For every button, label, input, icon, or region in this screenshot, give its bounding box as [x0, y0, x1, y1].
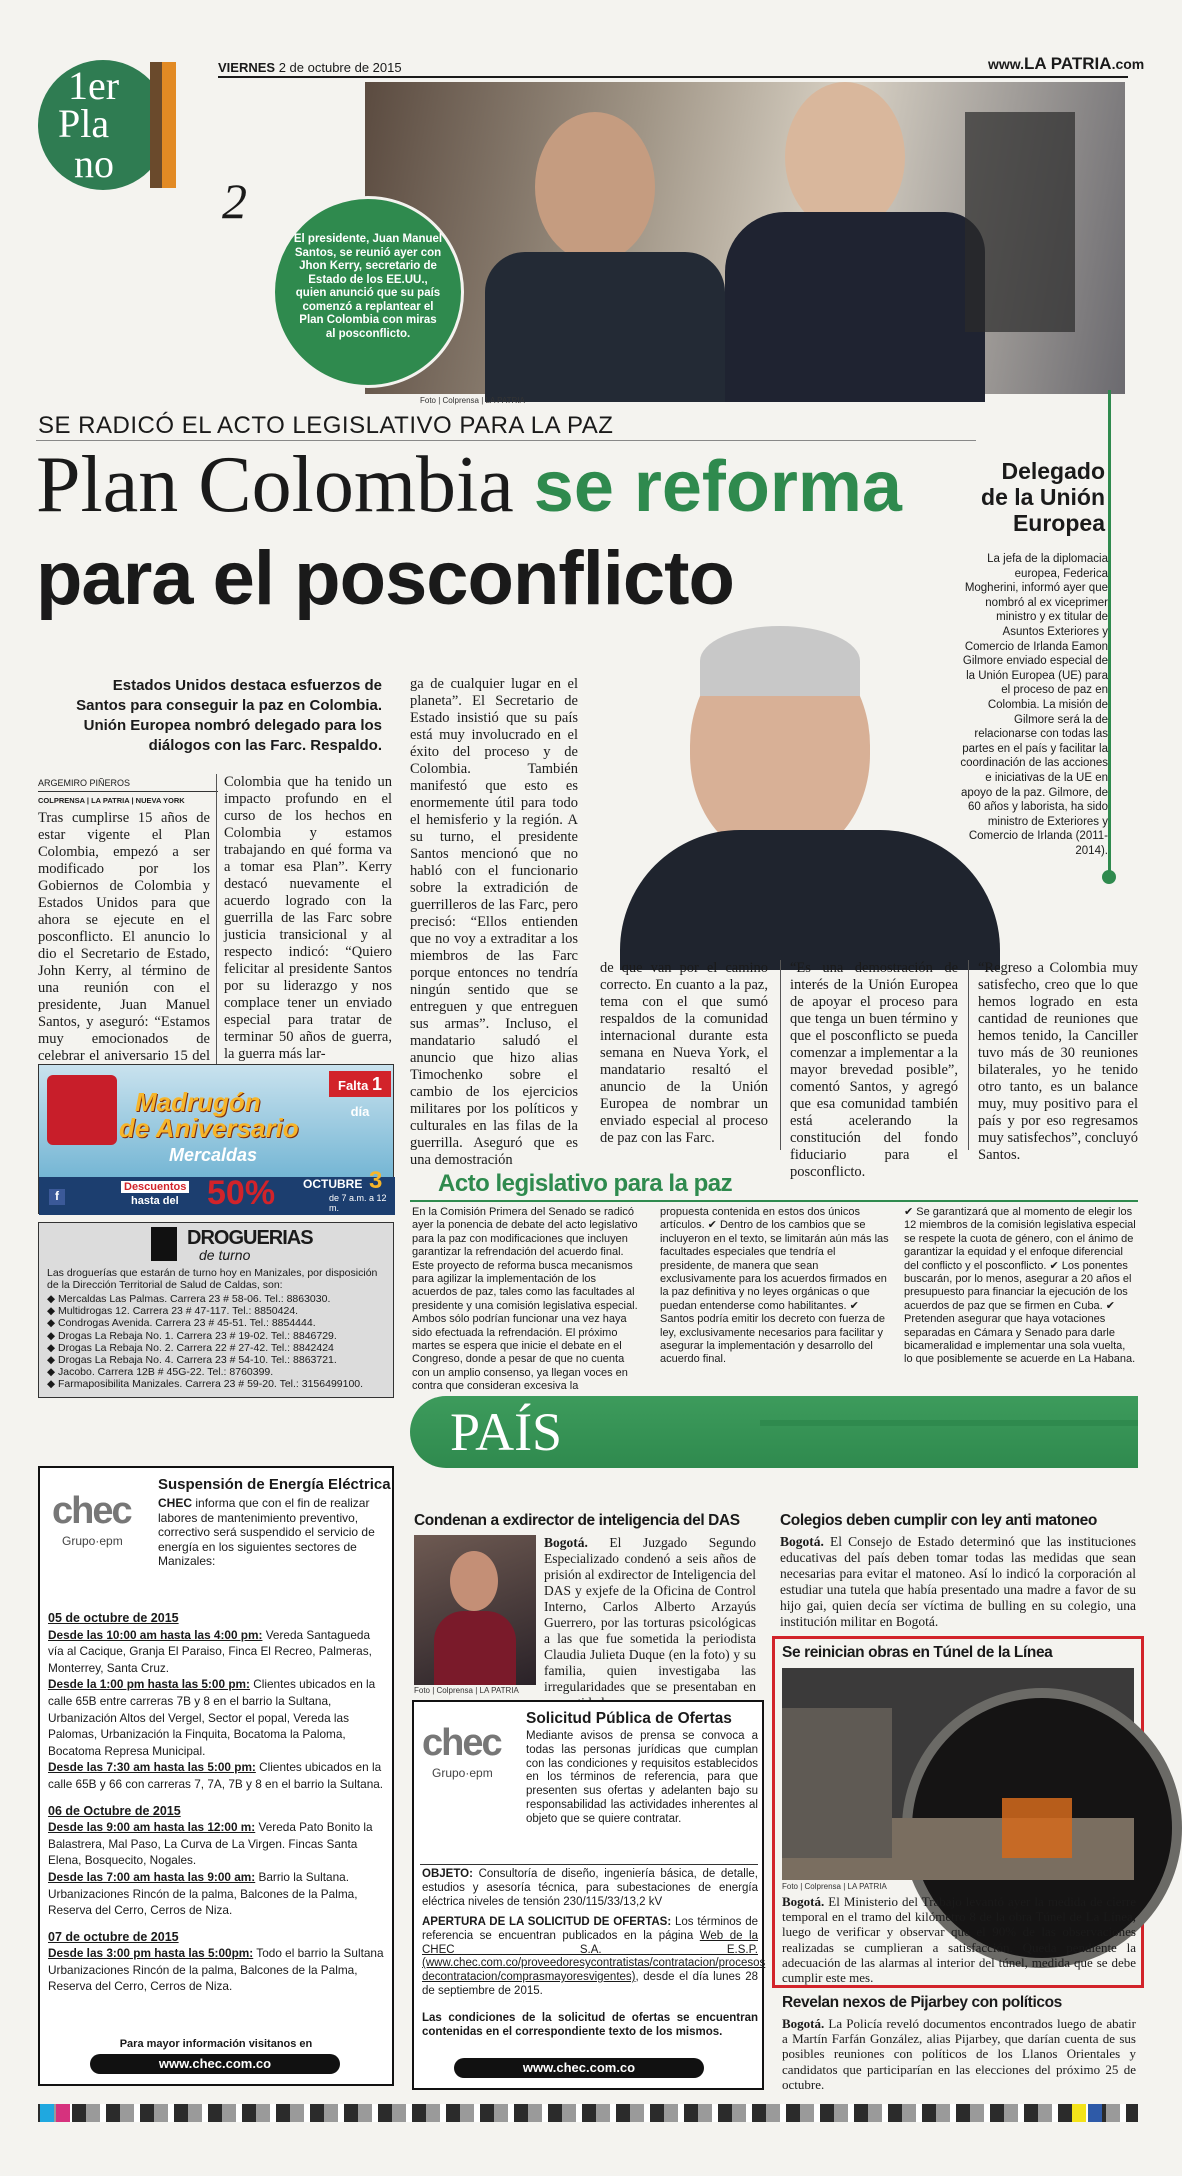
dateline — [218, 60, 402, 75]
schedule-time: Desde las 7:00 am hasta las 9:00 am: — [48, 1869, 256, 1884]
mercaldas-ad — [38, 1064, 394, 1214]
schedule-time: Desde las 3:00 pm hasta las 5:00pm: — [48, 1946, 254, 1961]
droguerias-box — [38, 1222, 394, 1398]
droguerias-subtitle: de turno — [199, 1247, 251, 1263]
byline: ARGEMIRO PIÑEROS — [38, 778, 131, 788]
ad-title-2: de Aniversario — [119, 1113, 299, 1143]
schedule-slot — [48, 1676, 384, 1759]
schedule-text: Clientes ubicados en la calle 65B y 66 con carreras 7, 7A, 7B y 8 en el barrio la Sultana. — [48, 1760, 384, 1791]
site-prefix: www. — [988, 56, 1025, 72]
ad-falta: Falta — [338, 1078, 369, 1093]
apertura-label: APERTURA DE LA SOLICITUD DE OFERTAS: — [422, 1916, 672, 1928]
apertura-text: Los términos de referencia se encuentran publicados en la página — [422, 1916, 759, 1942]
summary: Estados Unidos destaca esfuerzos de Santos para conseguir la paz en Colombia. Unión Europea nombró delegado para los diálogos con las Farc. Respaldo. — [76, 677, 382, 754]
droguerias-list — [47, 1293, 387, 1391]
tunel-photo — [782, 1668, 1134, 1880]
tunel-body: El Ministerio del Trabajo levantó ayer la medida de cierre temporal en el tramo del kilómetro 8 de la obra Túnel de La Línea, luego de verificar y observar que el 90% de las observaciones realizadas se cumplieran a satisfacción. Queda pendiente la adecuación de las alarmas al interior del túnel, medida que se debe cumplir este mes. — [782, 1894, 1136, 1986]
section-logo — [38, 60, 183, 190]
headline-vertical-rule — [1108, 390, 1111, 875]
headline-green: se reforma — [533, 447, 902, 527]
objeto-text: Consultoría de diseño, ingeniería básica, de detalle, estudios y asesoría técnica, para subestaciones de energía eléctrica niveles de tensión 230/115/33/13,2 kV — [422, 1868, 758, 1908]
chec-ofertas-objeto — [422, 1868, 758, 1909]
tunel-photo-credit: Foto | Colprensa | LA PATRIA — [782, 1882, 887, 1891]
das-photo-credit: Foto | Colprensa | LA PATRIA — [414, 1686, 519, 1695]
chec-footer-url[interactable]: www.chec.com.co — [90, 2054, 340, 2074]
caption-bubble-text: El presidente, Juan Manuel Santos, se reunió ayer con Jhon Kerry, secretario de Estado de los EE.UU., quien anunció que su país comenzó a replantear el Plan Colombia con miras al posconflicto. — [293, 233, 443, 340]
pijarbey-lead: Bogotá. — [782, 2016, 825, 2031]
headline-black: Plan Colombia — [36, 441, 534, 529]
tunel-lead: Bogotá. — [782, 1894, 825, 1909]
kicker: SE RADICÓ EL ACTO LEGISLATIVO PARA LA PAZ — [38, 412, 614, 439]
apertura-end: , desde el día lunes 28 de septiembre de 2015. — [422, 1971, 758, 1997]
pharmacy-item: ◆ Drogas La Rebaja No. 2. Carrera 22 # 27-42. Tel.: 8842424 — [47, 1341, 334, 1354]
acto-col-1: En la Comisión Primera del Senado se radicó ayer la ponencia de debate del acto legislativo para la paz con modificaciones que incluyen garantizar la refrendación del acuerdo final. Este proyecto de reforma busca mecanismos para agilizar la implementación de los acuerdos de paz, tales como las facultades al presidente y una comisión legislativa especial. Ambos sólo podrían funcionar una vez haya sido efectuada la refrendación. El próximo martes se espera que inicie el debate en el Congreso, donde a pesar de que no cuenta con un amplio consenso, ya llegan voces en contra que consideran excesiva la — [412, 1206, 638, 1393]
tunel-text — [782, 1894, 1136, 1986]
byline-sub: COLPRENSA | LA PATRIA | NUEVA YORK — [38, 796, 185, 805]
ad-hours: de 7 a.m. a 12 m. — [329, 1193, 387, 1213]
objeto-label: OBJETO: — [422, 1868, 473, 1880]
droguerias-intro: Las droguerías que estarán de turno hoy en Manizales, por disposición de la Dirección Territorial de Salud de Caldas, son: — [47, 1267, 378, 1291]
chec-suspension-intro — [158, 1496, 386, 1569]
schedule-slot — [48, 1945, 384, 1995]
pharmacy-item: ◆ Drogas La Rebaja No. 1. Carrera 23 # 19-02. Tel.: 8846729. — [47, 1329, 337, 1342]
chec-intro-bold: CHEC — [158, 1496, 193, 1510]
masthead-rule — [218, 76, 1128, 78]
acto-title: Acto legislativo para la paz — [438, 1170, 733, 1197]
body-col-1: Tras cumplirse 15 años de estar vigente el Plan Colombia, empezó a ser modificado por los Gobiernos de Colombia y Estados Unidos para que ahora se ejecute en el posconflicto. El anuncio lo dio el Secretario de Estado, John Kerry, al término de una reunión con el presidente, Juan Manuel Santos, y aseguró: “Estamos muy emocionados de celebrar el aniversario 15 del — [38, 810, 210, 1064]
das-body: El Juzgado Segundo Especializado condenó a seis años de prisión al exdirector de Inteligencia del DAS y exjefe de la Oficina de Control Interno, Carlos Alberto Arzayús Guerrero, por las torturas psicológicas a las que fue sometida la periodista Claudia Julieta Duque (en la foto) y su familia, quien investigaba las irregularidades que se presentaban en — [544, 1535, 756, 1694]
print-color-bar — [38, 2104, 1138, 2122]
chec-ofertas-intro: Mediante avisos de prensa se convoca a todas las personas jurídicas que cumplan con las condiciones y requisitos establecidos en los términos de referencia, para que presenten sus ofertas y adelanten bajo su responsabilidad las actividades inherentes al objeto que se quiere contratar. — [526, 1730, 758, 1825]
body-col-6: “Regreso a Colombia muy satisfecho, creo que lo que hemos logrado en esta cantidad de reuniones que hemos tenido, la Canciller tuvo más de 30 reuniones bilaterales, yo he tenido otro tanto, es un balance muy, muy positivo para el país y por eso regresamos muy satisfechos”, concluyó Santos. — [978, 960, 1138, 1163]
sidebar-text: La jefa de la diplomacia europea, Federica Mogherini, informó ayer que nombró al ex viceprimer ministro y ex titular de Asuntos Exteriores y Comercio de Irlanda Eamon Gilmore enviado especial de la Unión Europea (UE) para el proceso de paz en Colombia. La misión de Gilmore será la de relacionarse con todas las partes en el país y facilitar la coordinación de las acciones e iniciativas de la UE en apoyo de la paz. Gilmore, de 60 años y laborista, ha sido ministro de Exteriores y Comercio de Irlanda (2011-2014). — [960, 553, 1108, 857]
ad-promo-1: Descuentos — [121, 1181, 189, 1193]
date-text: 2 de octubre de 2015 — [278, 60, 402, 75]
site-suffix: .com — [1111, 56, 1145, 72]
site-url — [988, 54, 1144, 74]
rule-dot — [1102, 870, 1116, 884]
acto-col-3: ✔ Se garantizará que al momento de elegir los 12 miembros de la comisión legislativa especial se respete la cuota de género, con el ánimo de garantizar la equidad y el enfoque diferencial del conflicto y el posconflicto. ✔ Los ponentes buscarán, por lo menos, asegurar a 20 años el presupuesto para financiar la ejecución de los acuerdos de paz que se firmen en Cuba. ✔ Pretenden asegurar que haya votaciones separadas en Cámara y Senado para darle bicameralidad e implementar una sola vuelta, lo que posiblemente se acuerde en La Habana. — [904, 1206, 1136, 1366]
chec-ofertas-conditions: Las condiciones de la solicitud de ofertas se encuentran contenidas en el correspondiente texto de los mismos. — [422, 2012, 758, 2038]
schedule-time: Desde las 7:30 am hasta las 5:00 pm: — [48, 1760, 256, 1775]
chec-group: Grupo·epm — [62, 1534, 123, 1548]
schedule-time: Desde la 1:00 pm hasta las 5:00 pm: — [48, 1677, 250, 1692]
chec-ofertas-apertura — [422, 1916, 766, 1999]
top-photo-credit: Foto | Colprensa | LA PATRIA — [420, 396, 525, 405]
pais-banner-text: PAÍS — [450, 1402, 563, 1462]
date-day: VIERNES — [218, 60, 276, 75]
schedule-slot — [48, 1819, 384, 1869]
das-title: Condenan a exdirector de inteligencia del DAS — [414, 1512, 740, 1529]
ad-brand: Mercaldas — [169, 1145, 258, 1165]
color-swatch-cyan — [40, 2104, 54, 2122]
ad-dia: día — [350, 1104, 370, 1119]
facebook-icon: f — [49, 1189, 65, 1205]
ad-promo-2: hasta del — [131, 1195, 179, 1207]
ad-title-1: Madrugón — [135, 1087, 261, 1117]
pharmacy-icon — [151, 1227, 177, 1261]
chec-suspension-title: Suspensión de Energía Eléctrica — [158, 1476, 391, 1493]
sidebar-title: Delegado de la Unión Europea — [981, 458, 1105, 536]
colegios-title: Colegios deben cumplir con ley anti matoneo — [780, 1512, 1097, 1529]
tunel-title: Se reinician obras en Túnel de la Línea — [782, 1644, 1053, 1661]
gilmore-photo — [620, 620, 1000, 950]
logo-line-3: no — [74, 141, 114, 186]
pijarbey-title: Revelan nexos de Pijarbey con políticos — [782, 1994, 1062, 2011]
schedule-slot — [48, 1759, 384, 1792]
chec-footer-label: Para mayor información visitanos en — [119, 2038, 313, 2050]
chec-schedule — [48, 1600, 384, 1995]
chec-suspension-box — [38, 1466, 394, 2086]
chec-ofertas-group: Grupo·epm — [432, 1766, 493, 1780]
pharmacy-item: ◆ Mercaldas Las Palmas. Carrera 23 # 58-06. Tel.: 8863030. — [47, 1293, 331, 1305]
colegios-body: El Consejo de Estado determinó que las instituciones educativas del país deben tomar todas las medidas que sean necesarias para evitar el matoneo. Así lo indicó la corporación al estudiar una tutela que había presentado una madre a favor de su hijo gai, quien decía ser víctima de bulling en su colegio, una institución militar en Bogotá. — [780, 1534, 1136, 1629]
pharmacy-item: ◆ Jacobo. Carrera 12B # 45G-22. Tel.: 8760399. — [47, 1366, 274, 1379]
chec-procesos-link[interactable]: (www.chec.com.co/proveedoresycontratistas/contratacion/procesos decontratacion/comprasmayoresvigentes) — [422, 1957, 766, 1984]
das-text — [544, 1535, 756, 1694]
schedule-text: Barrio la Sultana. Urbanizaciones Rincón de la palma, Balcones de la Palma, Reserva del Cerro, Cerros de Niza. — [48, 1869, 358, 1918]
chec-ofertas-url[interactable]: www.chec.com.co — [454, 2058, 704, 2078]
schedule-text: Vereda Santagueda vía al Cacique, Granja El Paraiso, Finca El Recreo, Palmeras, Monterrey, Santa Cruz. — [48, 1627, 372, 1675]
photo-caption-bubble — [272, 196, 464, 388]
colegios-lead: Bogotá. — [780, 1534, 824, 1549]
color-swatch-magenta — [56, 2104, 70, 2122]
schedule-time: Desde las 10:00 am hasta las 4:00 pm: — [48, 1627, 263, 1642]
pijarbey-body: La Policía reveló documentos encontrados luego de abatir a Martín Farfán González, alias Pijarbey, que darían cuenta de sus posibles reuniones con políticos de los Llanos Orientales y candidatos que participarían en las elecciones del próximo 25 de octubre. — [782, 2016, 1136, 2092]
pharmacy-item: ◆ Condrogas Avenida. Carrera 23 # 45-51. Tel.: 8854444. — [47, 1317, 316, 1330]
pharmacy-item: ◆ Drogas La Rebaja No. 4. Carrera 23 # 54-10. Tel.: 8863721. — [47, 1354, 337, 1367]
santos-kerry-photo — [365, 82, 1125, 394]
body-col-3: ga de cualquier lugar en el planeta”. El Secretario de Estado insistió que su país está muy involucrado en el éxito del proceso y de Colombia. También manifestó que esto es enormemente útil para todo el hemisferio y la región. A su turno, el presidente Santos mencionó que no habló con el funcionario sobre la extradición de guerrilleros de las Farc, pero precisó: “Ellos entienden que no voy a extraditar a los miembros de las Farc porque entonces no tendría ningún sentido que se entreguen y que entreguen sus armas”. Incluso, el mandatario saludó el anuncio que hizo alias Timochenko sobre el cambio de los ejercicios militares por los políticos y culturales en las filas de la guerrilla. Aseguró que es una demostración — [410, 676, 578, 1168]
droguerias-title: DROGUERIAS — [187, 1227, 313, 1249]
schedule-slot — [48, 1627, 384, 1677]
schedule-time: Desde las 9:00 am hasta las 12:00 m: — [48, 1820, 256, 1835]
chec-ofertas-box — [412, 1700, 764, 2090]
schedule-date: 06 de Octubre de 2015 — [48, 1803, 181, 1818]
site-name: LA PATRIA — [1024, 54, 1112, 73]
color-swatch-yellow — [1072, 2104, 1086, 2122]
acto-col-2: propuesta contenida en estos dos únicos artículos. ✔ Dentro de los cambios que se incluyeron en el texto, se limitarán aún más las facultades especiales que tendría el presidente, de manera que sean exclusivamente para los acuerdos firmados en la paz definitiva y no leyes orgánicas o que puedan entenderse como habilitantes. ✔ Santos podría emitir los decreto con fuerza de ley, exclusivamente necesarios para facilitar y asegurar la implementación y desarrollo del acuerdo final. — [660, 1206, 889, 1366]
schedule-date: 07 de octubre de 2015 — [48, 1929, 179, 1944]
ad-month: OCTUBRE — [303, 1177, 363, 1191]
page-number: 2 — [222, 173, 247, 229]
headline-line-2: para el posconflicto — [36, 536, 734, 621]
pharmacy-item: ◆ Farmaposibilita Manizales. Carrera 23 # 59-20. Tel.: 3156499100. — [47, 1378, 364, 1391]
ad-uno: 1 — [371, 1074, 382, 1094]
logo-line-2: Pla — [58, 101, 110, 146]
schedule-text: Clientes ubicados en la calle 65B entre carreras 7B y 8 en el barrio la Sultana, Urbanización Altos del Vergel, Sector el popal, Vereda las Palomas, Urbanización la Finquita, Bocatoma la Paloma, Bocatoma Represa Municipal. — [48, 1677, 376, 1758]
logo-line-1: 1er — [68, 63, 120, 108]
chec-ofertas-title: Solicitud Pública de Ofertas — [526, 1710, 732, 1727]
duque-photo — [414, 1535, 536, 1685]
pharmacy-item: ◆ Multidrogas 12. Carrera 23 # 47-117. Tel.: 8850424. — [47, 1305, 299, 1318]
schedule-text: Todo el barrio la Sultana Urbanizaciones Rincón de la palma, Balcones de la Palma, Reserva del Cerro, Cerros de Niza. — [48, 1946, 384, 1994]
body-col-4: de que van por el camino correcto. En cuanto a la paz, tema con el que sumó respaldos de la comunidad internacional durante esta semana en Nueva York, el mandatario resaltó el anuncio de la Unión Europea de nombrar un enviado especial al proceso de paz con las Farc. — [600, 960, 768, 1146]
ad-percent: 50% — [207, 1174, 276, 1212]
schedule-date: 05 de octubre de 2015 — [48, 1611, 179, 1625]
pijarbey-text — [782, 2016, 1136, 2096]
colegios-text — [780, 1534, 1136, 1646]
das-lead: Bogotá. — [544, 1535, 588, 1550]
chec-web-link[interactable]: Web de la CHEC S.A. E.S.P. — [422, 1929, 758, 1956]
body-col-2: Colombia que ha tenido un impacto profundo en el curso de los hechos en Colombia y estamos trabajando en qué forma va a tomar esa Plan”. Kerry destacó nuevamente el acuerdo logrado con la guerrilla de las Farc sobre justicia transicional y al respecto indicó: “Quiero felicitar al presidente Santos por su liderazgo y nos complace tener un enviado especial para tratar de terminar 50 años de guerra, la guerra más lar- — [224, 774, 392, 1062]
color-swatch-blue — [1088, 2104, 1102, 2122]
schedule-text: Vereda Pato Bonito la Balastrera, Mal Paso, La Curva de La Virgen. Fincas Santa Elena, Bosquecito, Nogales. — [48, 1820, 373, 1868]
headline-rule-top — [36, 440, 976, 441]
schedule-slot — [48, 1869, 384, 1919]
chec-ofertas-logo: chec — [422, 1722, 501, 1764]
chec-intro-text: informa que con el fin de realizar labores de mantenimiento preventivo, correctivo será suspendido el servicio de energía en los siguientes sectores de Manizales: — [158, 1496, 375, 1568]
ad-day: 3 — [369, 1167, 383, 1194]
body-col-5: “Es una demostración de interés de la Unión Europea de apoyar el proceso para que tenga un buen término y que el posconflicto se pueda comenzar a implementar a la mayor brevedad posible”, comentó Santos, y agregó que esa comunidad también está acelerando la constitución del fondo fiduciario para el posconflicto. — [790, 960, 958, 1180]
chec-logo: chec — [52, 1490, 131, 1532]
